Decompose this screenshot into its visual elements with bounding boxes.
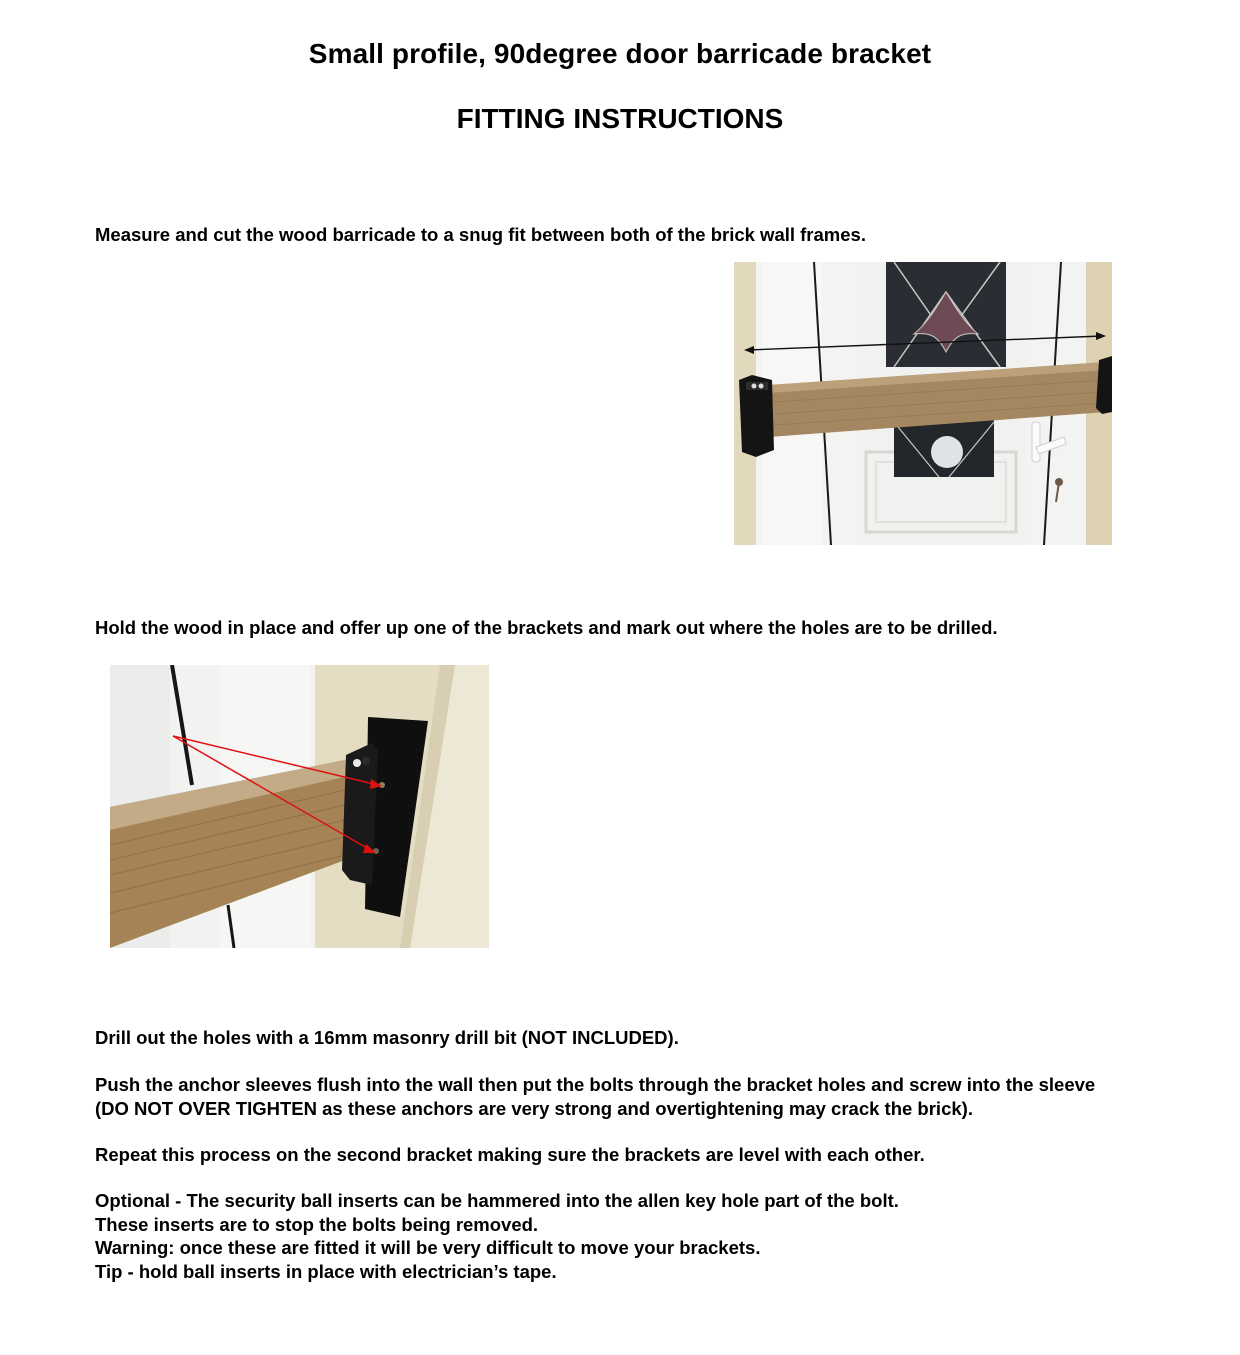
step-2-text: Hold the wood in place and offer up one of the brackets and mark out where the holes are to be drilled. <box>95 617 998 638</box>
instruction-line: (DO NOT OVER TIGHTEN as these anchors are very strong and overtightening may crack the brick). <box>95 1097 973 1119</box>
bracket-marking-illustration <box>110 665 489 948</box>
document-subtitle: FITTING INSTRUCTIONS <box>456 103 784 134</box>
instruction-repeat <box>95 1143 925 1167</box>
instruction-anchor <box>95 1073 1095 1120</box>
bracket-marking-photo <box>110 665 489 948</box>
instruction-line: Repeat this process on the second bracket making sure the brackets are level with each other. <box>95 1144 925 1165</box>
instruction-optional <box>95 1189 899 1283</box>
door-barricade-illustration <box>734 262 1112 545</box>
instruction-line: Push the anchor sleeves flush into the wall then put the bolts through the bracket holes and screw into the sleeve <box>95 1074 1096 1095</box>
instruction-drill <box>95 1026 679 1050</box>
tip-line: Tip - hold ball inserts in place with electrician’s tape. <box>95 1260 557 1282</box>
instruction-line: These inserts are to stop the bolts being removed. <box>95 1213 539 1235</box>
warning-line: Warning: once these are fitted it will be very difficult to move your brackets. <box>95 1237 761 1258</box>
door-barricade-photo <box>734 262 1112 545</box>
instruction-line: Optional - The security ball inserts can be hammered into the allen key hole part of the bolt. <box>95 1190 899 1211</box>
instruction-line: Drill out the holes with a 16mm masonry drill bit (NOT INCLUDED). <box>95 1027 679 1048</box>
document-title: Small profile, 90degree door barricade bracket <box>308 38 932 69</box>
step-1-text: Measure and cut the wood barricade to a snug fit between both of the brick wall frames. <box>95 224 866 245</box>
